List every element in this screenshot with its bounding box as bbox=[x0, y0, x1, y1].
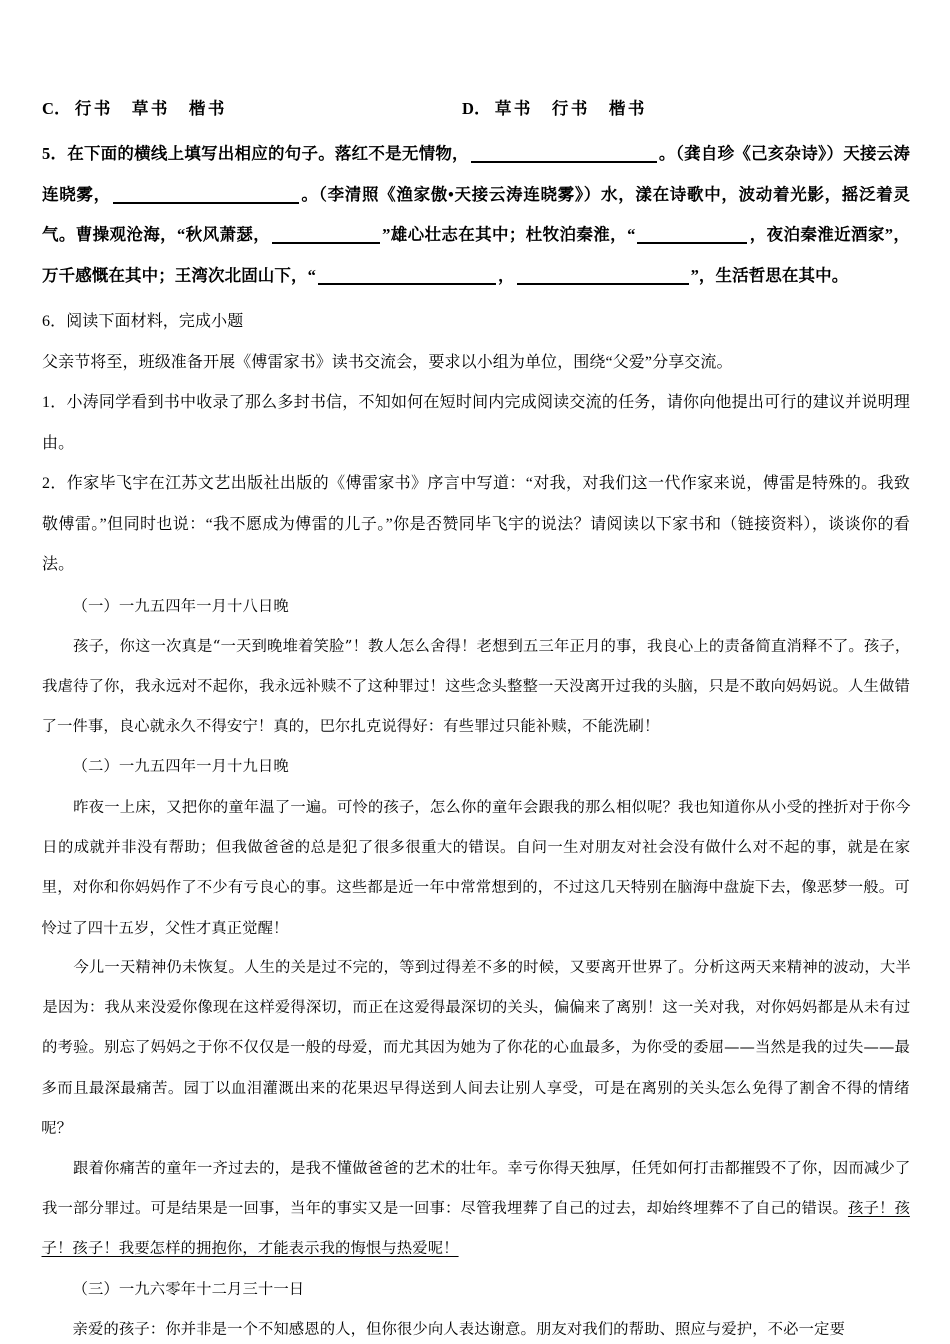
letter-paragraph: 孩子，你这一次真是“一天到晚堆着笑脸”！教人怎么舍得！老想到五三年正月的事，我良心上的责备简直消释不了。孩子，我虐待了你，我永远对不起你，我永远补赎不了这种罪过！这些念头整整一天没离开过我的头脑，只是不敢向妈妈说。人生做错了一件事，良心就永久不得安宁！真的，巴尔扎克说得好：有些罪过只能补赎，不能洗刷！ bbox=[41, 636, 911, 736]
letter-paragraph: 亲爱的孩子：你并非是一个不知感恩的人，但你很少向人表达谢意。朋友对我们的帮助、照应与爱护，不必一定要 bbox=[72, 1320, 846, 1339]
letter-label-3: （三）一九六零年十二月三十一日 bbox=[72, 1279, 305, 1298]
letter-label-1: （一）一九五四年一月十八日晚 bbox=[72, 596, 289, 615]
letter-paragraph-text: 跟着你痛苦的童年一齐过去的，是我不懂做爸爸的艺术的壮年。幸亏你得天独厚，任凭如何打击都摧毁不了你，因而减少了我一部分罪过。可是结果是一回事，当年的事实又是一回事：尽管我埋葬了自己的过去，却始终埋葬不了自己的错误。 bbox=[41, 1159, 911, 1218]
choice-options-row bbox=[42, 96, 910, 122]
choice-c-text: 行书 草书 楷书 bbox=[74, 99, 227, 118]
question-6-sub1 bbox=[42, 383, 910, 464]
choice-d-text: 草书 行书 楷书 bbox=[494, 99, 647, 118]
choice-c-letter: C． bbox=[42, 99, 71, 118]
question-5-seg4: ”雄心壮志在其中；杜牧泊秦淮，“ bbox=[382, 225, 636, 244]
question-6-title: 阅读下面材料，完成小题 bbox=[66, 313, 244, 330]
question-5 bbox=[42, 134, 910, 296]
letter-excerpts bbox=[42, 586, 910, 1344]
choice-option-c[interactable] bbox=[42, 96, 462, 122]
question-5-seg3: 。（李清照《渔家傲•天接云涛连晓雾》）水，漾在诗歌中，波动着光影，摇泛着灵气。曹操观沧海，“秋风萧瑟， bbox=[42, 184, 910, 244]
question-6-number: 6． bbox=[42, 313, 67, 330]
choice-d-letter: D． bbox=[462, 99, 491, 118]
question-6-sub2 bbox=[42, 464, 910, 586]
question-6-sub2-text: 作家毕飞宇在江苏文艺出版社出版的《傅雷家书》序言中写道：“对我，对我们这一代作家来说，傅雷是特殊的。我致敬傅雷。”但同时也说：“我不愿成为傅雷的儿子。”你是否赞同毕飞宇的说法？请阅读以下家书和（链接资料），谈谈你的看法。 bbox=[42, 475, 910, 573]
answer-blank-2[interactable] bbox=[113, 188, 299, 204]
question-5-seg5: ，夜泊秦淮近酒家”，万千感慨在其中；王湾次北固山下，“ bbox=[42, 225, 910, 285]
letter-label-2: （二）一九五四年一月十九日晚 bbox=[72, 757, 289, 776]
answer-blank-3[interactable] bbox=[272, 228, 380, 244]
question-6-intro: 父亲节将至，班级准备开展《傅雷家书》读书交流会，要求以小组为单位，围绕“父爱”分享交流。 bbox=[42, 353, 733, 371]
question-6-heading bbox=[42, 302, 910, 343]
question-5-seg7: ”，生活哲思在其中。 bbox=[690, 265, 849, 285]
underlined-emphasis-sentence: 孩子！孩子！孩子！我要怎样的拥抱你，才能表示我的悔恨与热爱呢！ bbox=[41, 1199, 911, 1258]
question-6-sub1-number: 1． bbox=[42, 394, 67, 411]
answer-blank-5[interactable] bbox=[318, 269, 496, 285]
letter-paragraph: 今儿一天精神仍未恢复。人生的关是过不完的，等到过得差不多的时候，又要离开世界了。分析这两天来精神的波动，大半是因为：我从来没爱你像现在这样爱得深切，而正在这爱得最深切的关头，偏偏来了离别！这一关对我，对你妈妈都是从未有过的考验。别忘了妈妈之于你不仅仅是一般的母爱，而尤其因为她为了你花的心血最多，为你受的委屈——当然是我的过失——最多而且最深最痛苦。园丁以血泪灌溉出来的花果迟早得送到人间去让别人享受，可是在离别的关头怎么免得了割舍不得的情绪呢？ bbox=[41, 958, 911, 1138]
question-5-seg6: ， bbox=[497, 265, 515, 285]
question-5-number: 5． bbox=[42, 144, 68, 163]
question-6-sub1-text: 小涛同学看到书中收录了那么多封书信，不知如何在短时间内完成阅读交流的任务，请你向他提出可行的建议并说明理由。 bbox=[42, 394, 910, 452]
answer-blank-1[interactable] bbox=[471, 147, 657, 163]
question-5-seg2: 。（龚自珍《己亥杂诗》）天接云涛连晓雾， bbox=[42, 144, 910, 204]
question-5-seg1: 在下面的横线上填写出相应的句子。落红不是无情物， bbox=[67, 144, 469, 163]
page-content bbox=[42, 96, 910, 1344]
choice-option-d[interactable] bbox=[462, 96, 647, 122]
letter-paragraph bbox=[41, 1148, 910, 1269]
letter-paragraph: 昨夜一上床，又把你的童年温了一遍。可怜的孩子，怎么你的童年会跟我的那么相似呢？我也知道你从小受的挫折对于你今日的成就并非没有帮助；但我做爸爸的总是犯了很多很重大的错误。自问一生对朋友对社会没有做什么对不起的事，就是在家里，对你和你妈妈作了不少有亏良心的事。这些都是近一年中常常想到的，不过这几天特别在脑海中盘旋下去，像恶梦一般。可怜过了四十五岁，父性才真正觉醒！ bbox=[41, 797, 911, 937]
question-6-sub2-number: 2． bbox=[42, 475, 67, 492]
answer-blank-4[interactable] bbox=[637, 228, 747, 244]
answer-blank-6[interactable] bbox=[517, 269, 689, 285]
